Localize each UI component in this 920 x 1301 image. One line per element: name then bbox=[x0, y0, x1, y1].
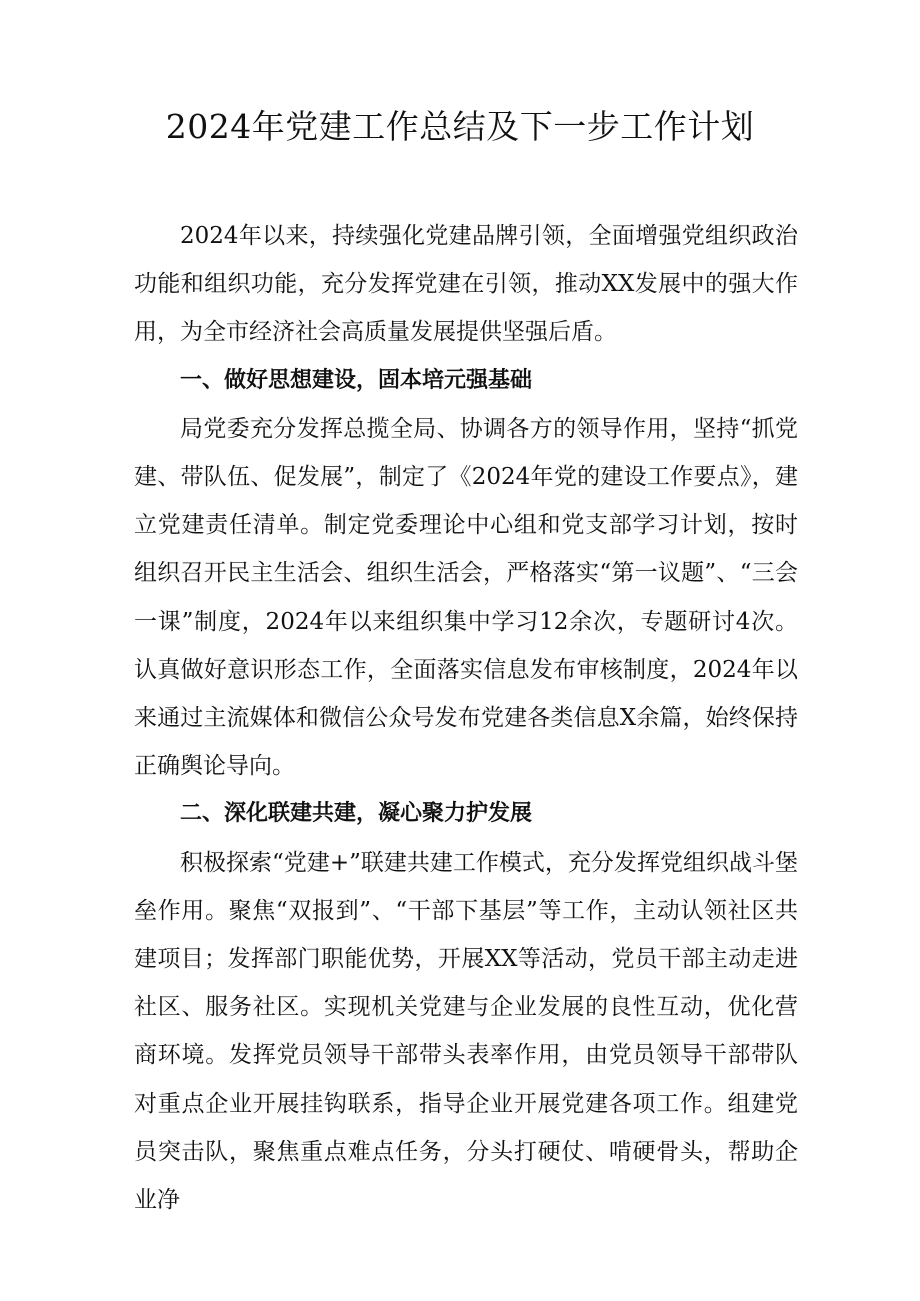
section-1-heading: 一、做好思想建设，固本培元强基础 bbox=[180, 367, 533, 393]
document-body bbox=[134, 212, 798, 1224]
intro-paragraph: 2024年以来，持续强化党建品牌引领，全面增强党组织政治功能和组织功能，充分发挥党建在引领，推动XX发展中的强大作用，为全市经济社会高质量发展提供坚强后盾。 bbox=[134, 223, 798, 346]
section-1-paragraph: 局党委充分发挥总揽全局、协调各方的领导作用，坚持“抓党建、带队伍、促发展”，制定了《2024年党的建设工作要点》，建立党建责任清单。制定党委理论中心组和党支部学习计划，按时组织召开民主生活会、组织生活会，严格落实“第一议题”、“三会一课”制度，2024年以来组织集中学习12余次，专题研讨4次。认真做好意识形态工作，全面落实信息发布审核制度，2024年以来通过主流媒体和微信公众号发布党建各类信息X余篇，始终保持正确舆论导向。 bbox=[134, 415, 798, 780]
section-2-paragraph: 积极探索“党建+”联建共建工作模式，充分发挥党组织战斗堡垒作用。聚焦“双报到”、“干部下基层”等工作，主动认领社区共建项目；发挥部门职能优势，开展XX等活动，党员干部主动走进社区、服务社区。实现机关党建与企业发展的良性互动，优化营商环境。发挥党员领导干部带头表率作用，由党员领导干部带队对重点企业开展挂钩联系，指导企业开展党建各项工作。组建党员突击队，聚焦重点难点任务，分头打硬仗、啃硬骨头，帮助企业净 bbox=[134, 849, 798, 1214]
section-2-heading: 二、深化联建共建，凝心聚力护发展 bbox=[180, 801, 533, 827]
document-title: 2024年党建工作总结及下一步工作计划 bbox=[165, 107, 755, 146]
